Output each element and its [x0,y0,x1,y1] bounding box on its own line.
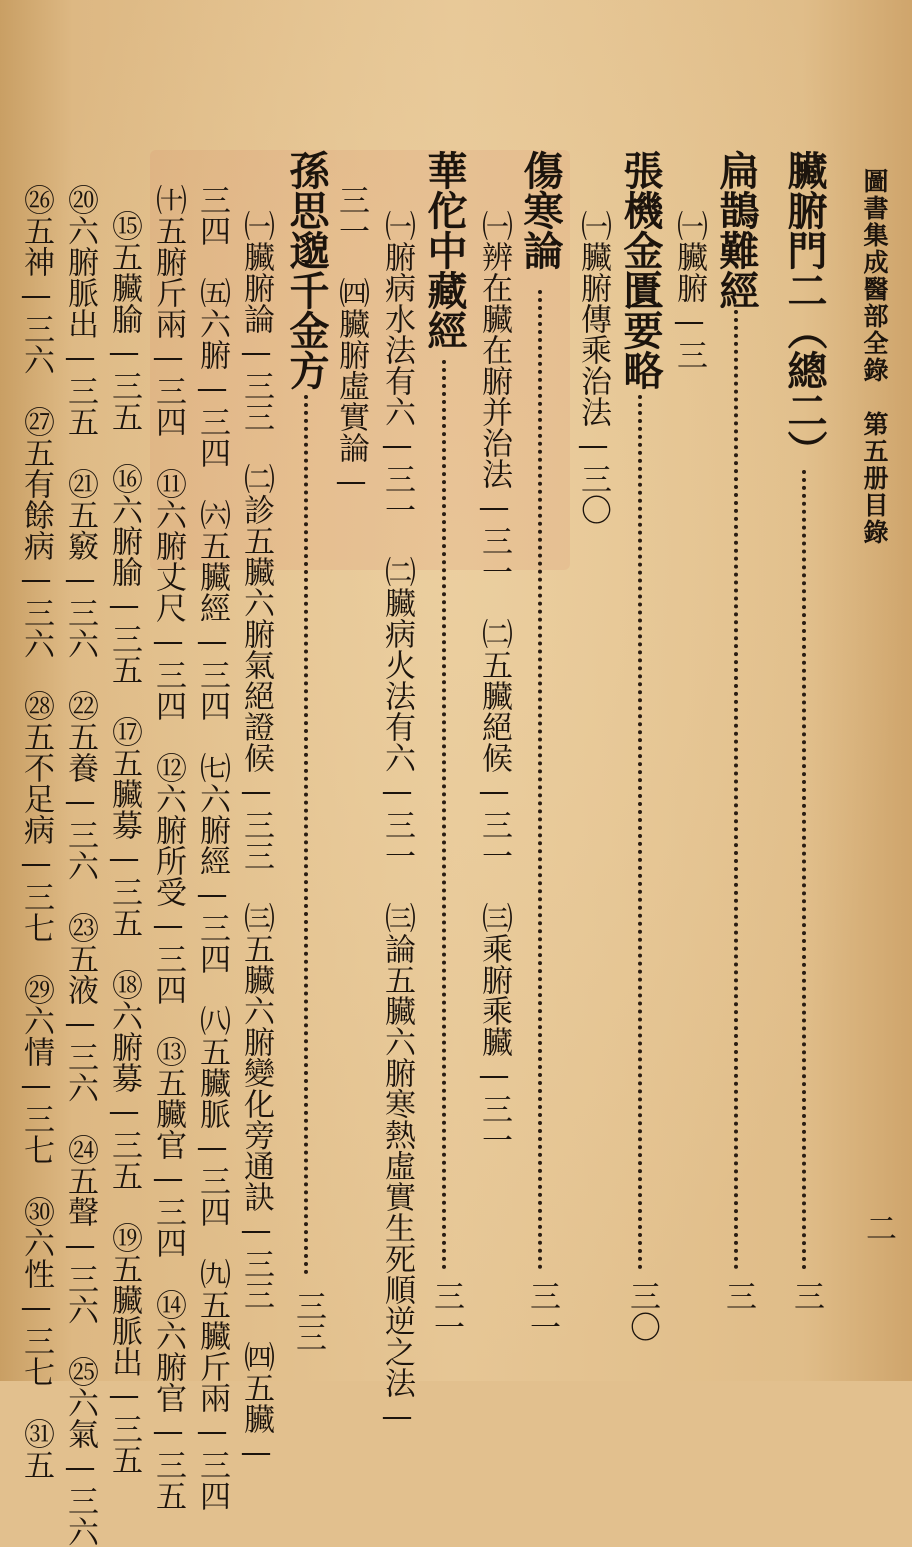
toc-entry: ㉖五神—三六 ㉗五有餘病—三六 ㉘五不足病—三七 ㉙六情—三七 ㉚六性—三七 ㉛五 [18,184,54,1480]
section-title: 傷寒論 [517,150,564,270]
dot-leader [638,395,642,1270]
page-number: 二 [860,1212,896,1243]
section-title: 扁鵲難經 [713,150,760,310]
section-page: 三 [788,1280,824,1311]
section-title: 華佗中藏經 [421,150,468,350]
toc-entry: ⑮五臟腧—三五 ⑯六腑腧—三五 ⑰五臟募—三五 ⑱六腑募—三五 ⑲五臟脈出—三五 [106,210,142,1475]
toc-entry: ㈠辨在臟在腑并治法—三一 ㈡五臟絕候—三一 ㈢乘腑乘臟—三一 [476,210,512,1155]
toc-entry: ㈠臟腑—三 [671,210,707,370]
running-title: 圖書集成醫部全錄 第五册目錄 [860,168,889,546]
dot-leader [802,470,806,1270]
toc-entry: ㈩五腑斤兩—三四 ⑪六腑丈尺—三四 ⑫六腑所受—三四 ⑬五臟官—三四 ⑭六腑官—三五 [150,184,186,1511]
toc-entry: ㈠臟腑論—三三 ㈡診五臟六腑氣絕證候—三三 ㈢五臟六腑變化旁通訣—三三 ㈣五臟— [238,210,274,1470]
toc-entry: ㈠腑病水法有六—三一 ㈡臟病火法有六—三一 ㈢論五臟六腑寒熱虛實生死順逆之法— [379,210,415,1434]
toc-entry: ㈠臟腑傳乘治法—三〇 [575,210,611,525]
toc-entry: 三四 ㈤六腑—三四 ㈥五臟經—三四 ㈦六腑經—三四 ㈧五臟脈—三四 ㈨五臟斤兩—三四 [194,184,230,1511]
dot-leader [442,360,446,1270]
dot-leader [304,395,308,1275]
section-title: 孫思邈千金方 [283,150,330,390]
section-page: 三一 [428,1280,464,1342]
dot-leader [538,290,542,1270]
dot-leader [734,310,738,1270]
section-title: 張機金匱要略 [617,150,664,390]
section-page: 三〇 [624,1280,660,1342]
section-page: 三三 [290,1290,326,1352]
toc-entry: 三一 ㈣臟腑虛實論— [333,184,369,499]
section-page: 三一 [524,1280,560,1342]
toc-entry: ⑳六腑脈出—三五 ㉑五竅—三六 ㉒五養—三六 ㉓五液—三六 ㉔五聲—三六 ㉕六氣—三六 [62,184,98,1547]
section-title: 臟腑門二（總二） [781,150,828,470]
section-page: 三 [720,1280,756,1311]
